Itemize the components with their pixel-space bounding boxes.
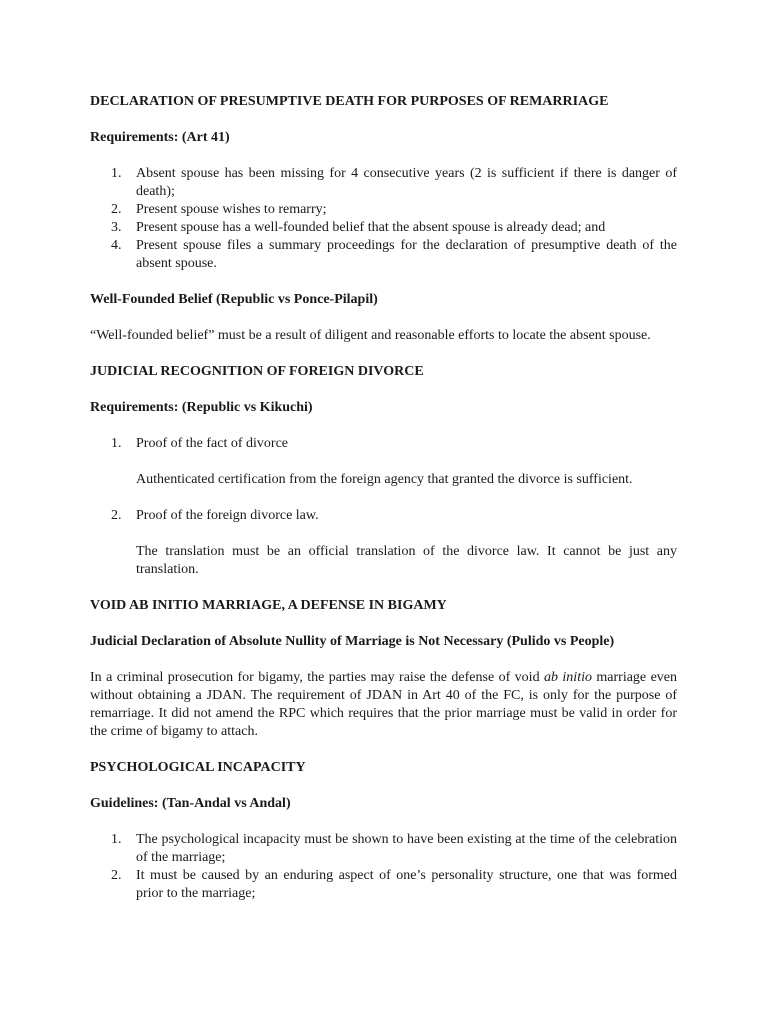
list-number: 1. bbox=[111, 166, 122, 181]
list-number: 2. bbox=[111, 202, 122, 217]
list-item bbox=[90, 237, 677, 273]
well-founded-belief-text: “Well-founded belief” must be a result of diligent and reasonable efforts to locate the absent spouse. bbox=[90, 328, 651, 343]
requirements-title-kikuchi: Requirements: (Republic vs Kikuchi) bbox=[90, 400, 313, 415]
list-item bbox=[90, 201, 677, 219]
list-item-note: The translation must be an official translation of the divorce law. It cannot be just any translation. bbox=[136, 544, 677, 577]
list-number: 2. bbox=[111, 508, 122, 523]
list-item-text: Proof of the foreign divorce law. bbox=[136, 508, 319, 523]
list-number: 2. bbox=[111, 868, 122, 883]
list-number: 1. bbox=[111, 436, 122, 451]
list-item bbox=[90, 165, 677, 201]
list-number: 3. bbox=[111, 220, 122, 235]
guidelines-list bbox=[90, 831, 677, 903]
list-item bbox=[90, 867, 677, 903]
requirements-list-kikuchi bbox=[90, 435, 677, 453]
requirements-title-art41: Requirements: (Art 41) bbox=[90, 130, 230, 145]
requirements-list-kikuchi-cont bbox=[90, 507, 677, 525]
list-item-text: Absent spouse has been missing for 4 consecutive years (2 is sufficient if there is danger of death); bbox=[136, 166, 677, 199]
list-item-text: Present spouse files a summary proceedings for the declaration of presumptive death of the absent spouse. bbox=[136, 238, 677, 271]
list-item bbox=[90, 507, 677, 525]
requirements-list-art41 bbox=[90, 165, 677, 273]
section-heading-psychological-incapacity: PSYCHOLOGICAL INCAPACITY bbox=[90, 760, 306, 775]
bigamy-paragraph-part1: In a criminal prosecution for bigamy, the parties may raise the defense of void bbox=[90, 670, 544, 685]
list-item-text: It must be caused by an enduring aspect of one’s personality structure, one that was formed prior to the marriage; bbox=[136, 868, 677, 901]
section-heading-presumptive-death: DECLARATION OF PRESUMPTIVE DEATH FOR PURPOSES OF REMARRIAGE bbox=[90, 94, 609, 109]
list-number: 1. bbox=[111, 832, 122, 847]
list-item-text: Present spouse wishes to remarry; bbox=[136, 202, 327, 217]
list-item-text: The psychological incapacity must be shown to have been existing at the time of the celebration of the marriage; bbox=[136, 832, 677, 865]
bigamy-paragraph-italic: ab initio bbox=[544, 670, 592, 685]
guidelines-title-tan-andal: Guidelines: (Tan-Andal vs Andal) bbox=[90, 796, 291, 811]
bigamy-paragraph bbox=[90, 669, 677, 741]
document-page bbox=[90, 93, 677, 903]
list-item bbox=[90, 435, 677, 453]
list-item-text: Present spouse has a well-founded belief that the absent spouse is already dead; and bbox=[136, 220, 606, 235]
list-item-text: Proof of the fact of divorce bbox=[136, 436, 288, 451]
list-item-note: Authenticated certification from the foreign agency that granted the divorce is sufficient. bbox=[136, 472, 633, 487]
list-item bbox=[90, 219, 677, 237]
bigamy-paragraph-part2: marriage even without obtaining a JDAN. The requirement of JDAN in Art 40 of the FC, is only for the purpose of remarriage. It did not amend the RPC which requires that the prior marriage must be valid in order for the crime of bigamy to attach. bbox=[90, 670, 677, 739]
subheading-pulido: Judicial Declaration of Absolute Nullity of Marriage is Not Necessary (Pulido vs People) bbox=[90, 634, 615, 649]
well-founded-belief-title: Well-Founded Belief (Republic vs Ponce-Pilapil) bbox=[90, 292, 378, 307]
list-number: 4. bbox=[111, 238, 122, 253]
list-item bbox=[90, 831, 677, 867]
section-heading-bigamy: VOID AB INITIO MARRIAGE, A DEFENSE IN BIGAMY bbox=[90, 598, 447, 613]
section-heading-foreign-divorce: JUDICIAL RECOGNITION OF FOREIGN DIVORCE bbox=[90, 364, 424, 379]
